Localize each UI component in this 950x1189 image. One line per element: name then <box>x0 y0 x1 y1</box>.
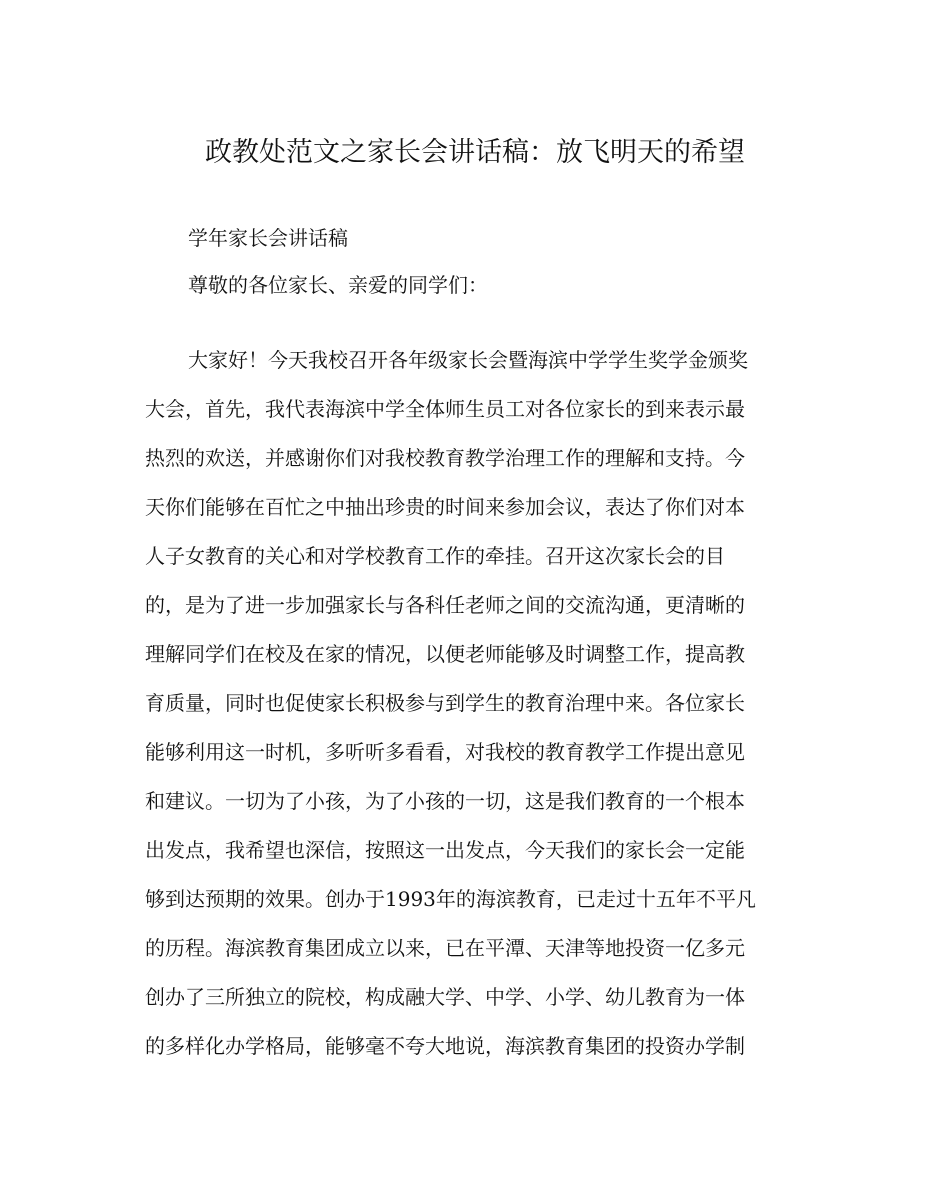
body-line: 够到达预期的效果。创办于1993年的海滨教育，已走过十五年不平凡 <box>145 887 756 911</box>
body-line: 育质量，同时也促使家长积极参与到学生的教育治理中来。各位家长 <box>145 691 745 715</box>
body-line: 天你们能够在百忙之中抽出珍贵的时间来参加会议，表达了你们对本 <box>145 495 745 519</box>
body-paragraph <box>145 340 807 1075</box>
body-line: 人子女教育的关心和对学校教育工作的牵挂。召开这次家长会的目 <box>145 544 725 568</box>
salutation: 尊敬的各位家长、亲爱的同学们： <box>188 273 488 297</box>
body-line: 创办了三所独立的院校，构成融大学、中学、小学、幼儿教育为一体 <box>145 985 745 1009</box>
body-line: 和建议。一切为了小孩，为了小孩的一切，这是我们教育的一个根本 <box>145 789 745 813</box>
body-line: 大会，首先，我代表海滨中学全体师生员工对各位家长的到来表示最 <box>145 397 745 421</box>
body-line: 理解同学们在校及在家的情况，以便老师能够及时调整工作，提高教 <box>145 642 745 666</box>
body-line: 大家好！今天我校召开各年级家长会暨海滨中学学生奖学金颁奖 <box>188 348 748 372</box>
body-line: 出发点，我希望也深信，按照这一出发点，今天我们的家长会一定能 <box>145 838 745 862</box>
body-line: 的，是为了进一步加强家长与各科任老师之间的交流沟通，更清晰的 <box>145 593 745 617</box>
body-line: 的多样化办学格局，能够毫不夸大地说，海滨教育集团的投资办学制 <box>145 1034 745 1058</box>
body-line: 的历程。海滨教育集团成立以来，已在平潭、天津等地投资一亿多元 <box>145 936 745 960</box>
body-line: 热烈的欢送，并感谢你们对我校教育教学治理工作的理解和支持。今 <box>145 446 745 470</box>
document-title: 政教处范文之家长会讲话稿：放飞明天的希望 <box>205 137 745 168</box>
document-subtitle: 学年家长会讲话稿 <box>188 226 348 250</box>
body-line: 能够利用这一时机，多听听多看看，对我校的教育教学工作提出意见 <box>145 740 745 764</box>
